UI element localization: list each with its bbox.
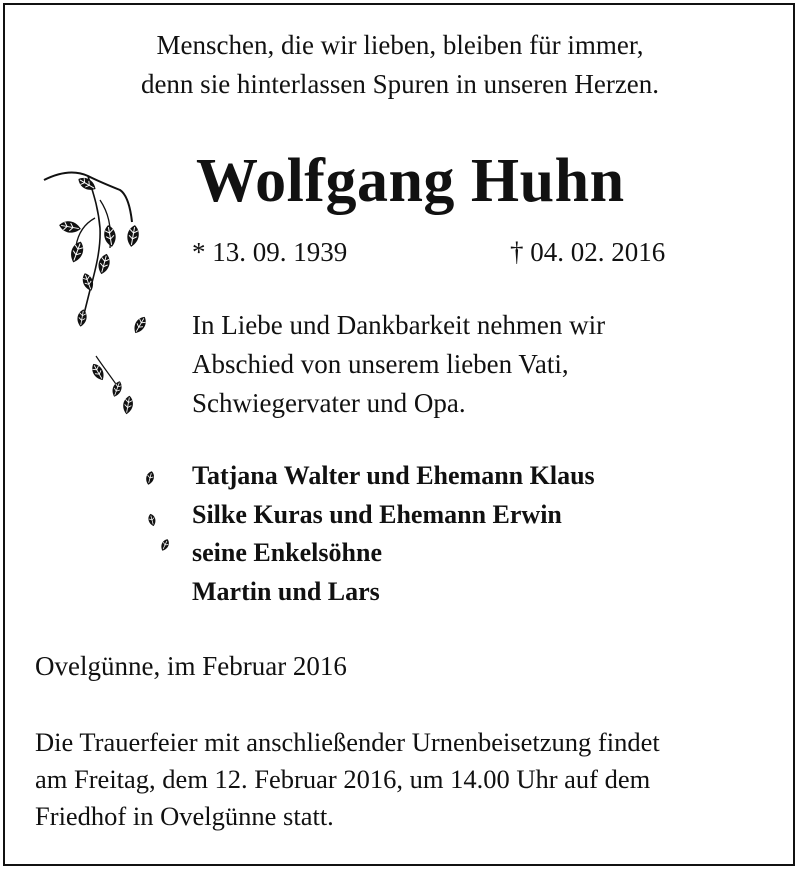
birth-date: * 13. 09. 1939 bbox=[192, 237, 348, 267]
mourner-line: Martin und Lars bbox=[192, 577, 380, 606]
farewell-line: In Liebe und Dankbarkeit nehmen wir bbox=[192, 310, 606, 340]
mourner-line: Silke Kuras und Ehemann Erwin bbox=[192, 500, 562, 529]
funeral-line: Die Trauerfeier mit anschließender Urnenbeisetzung findet bbox=[35, 727, 660, 757]
deceased-name: Wolfgang Huhn bbox=[196, 147, 625, 215]
place-date: Ovelgünne, im Februar 2016 bbox=[35, 651, 347, 681]
farewell-line: Schwiegervater und Opa. bbox=[192, 388, 466, 418]
mourner-line: seine Enkelsöhne bbox=[192, 538, 382, 567]
motto-line-1: Menschen, die wir lieben, bleiben für immer, bbox=[156, 30, 644, 60]
funeral-line: Friedhof in Ovelgünne statt. bbox=[35, 801, 334, 831]
farewell-line: Abschied von unserem lieben Vati, bbox=[192, 349, 569, 379]
mourner-line: Tatjana Walter und Ehemann Klaus bbox=[192, 461, 595, 490]
death-date: † 04. 02. 2016 bbox=[510, 237, 666, 267]
funeral-line: am Freitag, dem 12. Februar 2016, um 14.00 Uhr auf dem bbox=[35, 764, 651, 794]
motto-line-2: denn sie hinterlassen Spuren in unseren Herzen. bbox=[140, 69, 660, 99]
